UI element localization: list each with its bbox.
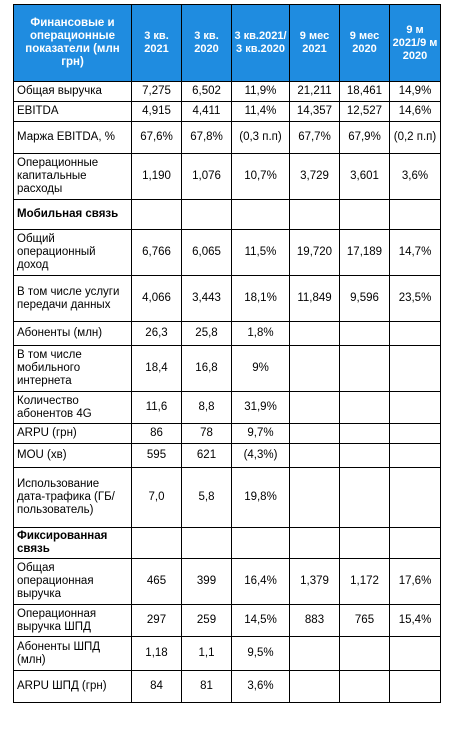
value-cell: 9,5% — [232, 637, 290, 671]
value-cell: 11,4% — [232, 102, 290, 122]
table-row — [14, 102, 441, 122]
value-cell — [390, 528, 441, 559]
value-cell: 67,8% — [182, 122, 232, 154]
value-cell — [340, 637, 390, 671]
value-cell: 78 — [182, 424, 232, 444]
value-cell: 6,766 — [132, 230, 182, 276]
value-cell — [390, 671, 441, 703]
value-cell: 31,9% — [232, 392, 290, 424]
row-label: Операционные капитальные расходы — [14, 154, 132, 200]
table-row — [14, 424, 441, 444]
row-label: ARPU ШПД (грн) — [14, 671, 132, 703]
header-cell-q3-2021: 3 кв. 2021 — [132, 5, 182, 82]
row-label: Абоненты (млн) — [14, 322, 132, 346]
table-header — [14, 5, 441, 82]
value-cell — [290, 424, 340, 444]
value-cell — [390, 444, 441, 468]
value-cell: 465 — [132, 559, 182, 605]
value-cell: 11,849 — [290, 276, 340, 322]
value-cell: 18,461 — [340, 82, 390, 102]
value-cell: 1,8% — [232, 322, 290, 346]
value-cell: 11,9% — [232, 82, 290, 102]
value-cell — [290, 637, 340, 671]
value-cell: 19,720 — [290, 230, 340, 276]
value-cell: 16,8 — [182, 346, 232, 392]
value-cell: 23,5% — [390, 276, 441, 322]
value-cell: 6,065 — [182, 230, 232, 276]
value-cell: 17,6% — [390, 559, 441, 605]
value-cell: 81 — [182, 671, 232, 703]
value-cell: 86 — [132, 424, 182, 444]
table-row — [14, 200, 441, 230]
table-row — [14, 392, 441, 424]
value-cell — [390, 468, 441, 528]
value-cell: 18,1% — [232, 276, 290, 322]
value-cell: 6,502 — [182, 82, 232, 102]
value-cell: 7,0 — [132, 468, 182, 528]
value-cell — [290, 444, 340, 468]
row-label: В том числе мобильного интернета — [14, 346, 132, 392]
table-row — [14, 671, 441, 703]
row-label: MOU (хв) — [14, 444, 132, 468]
value-cell: 595 — [132, 444, 182, 468]
value-cell: 19,8% — [232, 468, 290, 528]
value-cell: 8,8 — [182, 392, 232, 424]
value-cell — [290, 528, 340, 559]
row-label: Количество абонентов 4G — [14, 392, 132, 424]
value-cell — [340, 346, 390, 392]
value-cell: 1,190 — [132, 154, 182, 200]
value-cell: 9% — [232, 346, 290, 392]
table-body — [14, 82, 441, 703]
value-cell — [390, 346, 441, 392]
value-cell: 3,443 — [182, 276, 232, 322]
value-cell: 14,5% — [232, 605, 290, 637]
value-cell — [132, 528, 182, 559]
value-cell: 17,189 — [340, 230, 390, 276]
value-cell: 67,7% — [290, 122, 340, 154]
value-cell: 4,915 — [132, 102, 182, 122]
section-label: Фиксированная связь — [14, 528, 132, 559]
value-cell: 4,066 — [132, 276, 182, 322]
value-cell: 18,4 — [132, 346, 182, 392]
value-cell: 3,729 — [290, 154, 340, 200]
table-row — [14, 559, 441, 605]
header-row — [14, 5, 441, 82]
table-row — [14, 82, 441, 102]
header-cell-indicator: Финансовые и операционные показатели (млн грн) — [14, 5, 132, 82]
value-cell — [390, 200, 441, 230]
table-row — [14, 322, 441, 346]
value-cell: 5,8 — [182, 468, 232, 528]
value-cell: 3,6% — [390, 154, 441, 200]
value-cell — [182, 528, 232, 559]
row-label: Общая операционная выручка — [14, 559, 132, 605]
value-cell: 14,357 — [290, 102, 340, 122]
value-cell — [340, 322, 390, 346]
value-cell: (0,3 п.п) — [232, 122, 290, 154]
value-cell: 1,379 — [290, 559, 340, 605]
row-label: Абоненты ШПД (млн) — [14, 637, 132, 671]
row-label: Использование дата-трафика (ГБ/ пользователь) — [14, 468, 132, 528]
row-label: EBITDA — [14, 102, 132, 122]
value-cell: (0,2 п.п) — [390, 122, 441, 154]
table-row — [14, 468, 441, 528]
value-cell — [390, 392, 441, 424]
value-cell — [290, 322, 340, 346]
value-cell: 21,211 — [290, 82, 340, 102]
value-cell: 1,18 — [132, 637, 182, 671]
value-cell — [232, 528, 290, 559]
value-cell: 14,6% — [390, 102, 441, 122]
row-label: Общая выручка — [14, 82, 132, 102]
value-cell: 25,8 — [182, 322, 232, 346]
value-cell: 12,527 — [340, 102, 390, 122]
value-cell: 15,4% — [390, 605, 441, 637]
value-cell: 621 — [182, 444, 232, 468]
value-cell: 14,7% — [390, 230, 441, 276]
value-cell — [340, 444, 390, 468]
value-cell: 67,6% — [132, 122, 182, 154]
value-cell — [290, 392, 340, 424]
value-cell: 84 — [132, 671, 182, 703]
value-cell: 1,172 — [340, 559, 390, 605]
value-cell: 7,275 — [132, 82, 182, 102]
table-row — [14, 605, 441, 637]
header-cell-9m-2020: 9 мес 2020 — [340, 5, 390, 82]
header-cell-9m-2021: 9 мес 2021 — [290, 5, 340, 82]
value-cell: 67,9% — [340, 122, 390, 154]
value-cell: 399 — [182, 559, 232, 605]
table-row — [14, 230, 441, 276]
value-cell — [340, 392, 390, 424]
header-cell-q3-change: 3 кв.2021/ 3 кв.2020 — [232, 5, 290, 82]
row-label: В том числе услуги передачи данных — [14, 276, 132, 322]
header-cell-9m-change: 9 м 2021/9 м 2020 — [390, 5, 441, 82]
value-cell — [182, 200, 232, 230]
row-label: ARPU (грн) — [14, 424, 132, 444]
header-cell-q3-2020: 3 кв. 2020 — [182, 5, 232, 82]
value-cell: 14,9% — [390, 82, 441, 102]
value-cell: 765 — [340, 605, 390, 637]
value-cell: 10,7% — [232, 154, 290, 200]
value-cell: 1,1 — [182, 637, 232, 671]
value-cell: 26,3 — [132, 322, 182, 346]
value-cell: 11,5% — [232, 230, 290, 276]
value-cell — [340, 424, 390, 444]
section-label: Мобильная связь — [14, 200, 132, 230]
value-cell: 3,6% — [232, 671, 290, 703]
value-cell: 9,596 — [340, 276, 390, 322]
value-cell — [340, 528, 390, 559]
value-cell — [390, 322, 441, 346]
value-cell — [390, 424, 441, 444]
financial-indicators-table — [13, 4, 441, 703]
financial-table-container — [13, 4, 440, 703]
value-cell: 1,076 — [182, 154, 232, 200]
row-label: Операционная выручка ШПД — [14, 605, 132, 637]
value-cell — [340, 468, 390, 528]
value-cell — [290, 671, 340, 703]
value-cell — [290, 200, 340, 230]
value-cell: 297 — [132, 605, 182, 637]
row-label: Маржа EBITDA, % — [14, 122, 132, 154]
table-row — [14, 444, 441, 468]
value-cell: (4,3%) — [232, 444, 290, 468]
value-cell — [232, 200, 290, 230]
value-cell — [290, 346, 340, 392]
table-row — [14, 154, 441, 200]
value-cell: 16,4% — [232, 559, 290, 605]
value-cell — [390, 637, 441, 671]
value-cell — [340, 200, 390, 230]
value-cell — [132, 200, 182, 230]
value-cell: 9,7% — [232, 424, 290, 444]
table-row — [14, 122, 441, 154]
value-cell: 3,601 — [340, 154, 390, 200]
value-cell: 883 — [290, 605, 340, 637]
table-row — [14, 528, 441, 559]
table-row — [14, 637, 441, 671]
value-cell — [290, 468, 340, 528]
value-cell: 11,6 — [132, 392, 182, 424]
table-row — [14, 276, 441, 322]
row-label: Общий операционный доход — [14, 230, 132, 276]
value-cell: 4,411 — [182, 102, 232, 122]
table-row — [14, 346, 441, 392]
value-cell: 259 — [182, 605, 232, 637]
value-cell — [340, 671, 390, 703]
